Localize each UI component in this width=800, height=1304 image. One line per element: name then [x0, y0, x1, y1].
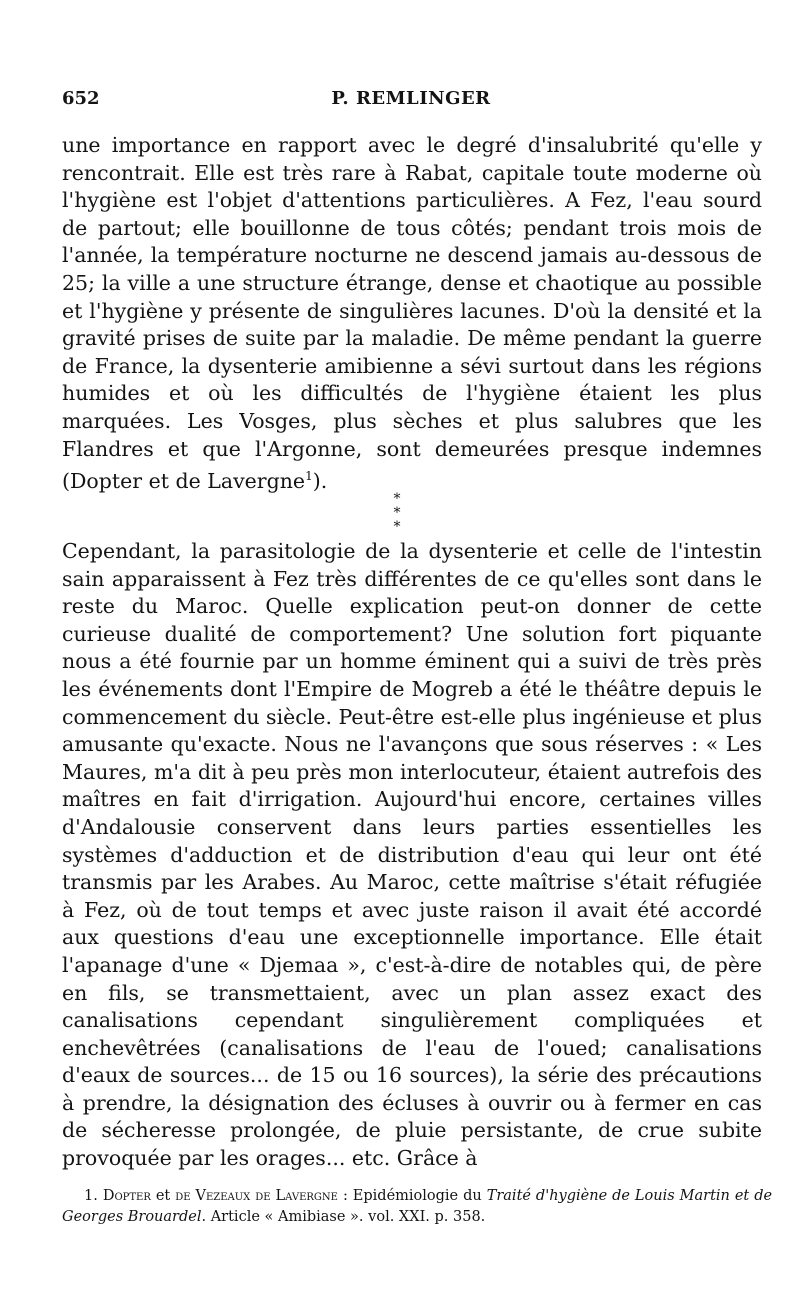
footnote-work-title: Traité d'hygiène de Louis Martin et de Georges Brouardel — [62, 1188, 773, 1225]
paragraph-1-text: une importance en rapport avec le degré d'insalubrité qu'elle y rencontrait. Elle est très rare à Rabat, capitale toute moderne où l'hygiène est l'objet d'attentions particulières. A Fez, l'eau sourd de partout; elle bouillonne de tous côtés; pendant trois mois de l'année, la température nocturne ne descend jamais au-dessous de 25; la ville a une structure étrange, dense et chaotique au possible et l'hygiène y présente de singulières lacunes. D'où la densité et la gravité prises de suite par la maladie. De même pendant la guerre de France, la dysenterie amibienne a sévi surtout dans les régions humides et où les difficultés de l'hygiène étaient les plus marquées. Les Vosges, plus sèches et plus salubres que les Flandres et que l'Argonne, sont demeurées presque indemnes (Dopter et de Lavergne — [62, 133, 762, 493]
footnote-number: 1. — [84, 1188, 98, 1204]
footnote-connector: et — [155, 1188, 171, 1204]
running-head: P. REMLINGER — [331, 88, 491, 109]
footnote-author-1: Dopter — [102, 1188, 151, 1204]
paragraph-1 — [62, 132, 762, 496]
footnote-reference[interactable]: 1 — [305, 469, 313, 484]
separator-stars-bottom: * * — [393, 505, 413, 535]
page-header — [62, 88, 760, 118]
section-separator — [372, 491, 422, 535]
paragraph-1-end: ). — [312, 468, 328, 493]
paragraph-2 — [62, 538, 762, 1173]
page-number: 652 — [62, 88, 100, 109]
footnote — [62, 1186, 772, 1228]
footnote-author-2: de Vezeaux de Lavergne — [175, 1188, 338, 1204]
separator-star-top: * — [393, 491, 401, 507]
paragraph-2-text: Cependant, la parasitologie de la dysenterie et celle de l'intestin sain apparaissent à Fez très différentes de ce qu'elles sont dans le reste du Maroc. Quelle explication peut-on donner de cette curieuse dualité de comportement? Une solution fort piquante nous a été fournie par un homme éminent qui a suivi de très près les événements dont l'Empire de Mogreb a été le théâtre depuis le commencement du siècle. Peut-être est-elle plus ingénieuse et plus amusante qu'exacte. Nous ne l'avançons que sous réserves : « Les Maures, m'a dit à peu près mon interlocuteur, étaient autrefois des maîtres en fait d'irrigation. Aujourd'hui encore, certaines villes d'Andalousie conservent dans leurs parties essentielles les systèmes d'adduction et de distribution d'eau qui leur ont été transmis par les Arabes. Au Maroc, cette maîtrise s'était réfugiée à Fez, où de tout temps et avec juste raison il avait été accordé aux questions d'eau une exceptionnelle importance. Elle était l'apanage d'une « Djemaa », c'est-à-dire de notables qui, de père en fils, se transmettaient, avec un plan assez exact des canalisations cependant singulièrement compliquées et enchevêtrées (canalisations de l'eau de l'oued; canalisations d'eaux de sources... de 15 ou 16 sources), la série des précautions à prendre, la désignation des écluses à ouvrir ou à fermer en cas de sécheresse prolongée, de pluie persistante, de crue subite provoquée par les orages... etc. Grâce à — [62, 539, 762, 1171]
footnote-text-a: : Epidémiologie du — [342, 1188, 482, 1204]
footnote-text-b: . Article « Amibiase ». vol. XXI. p. 358. — [201, 1209, 486, 1225]
